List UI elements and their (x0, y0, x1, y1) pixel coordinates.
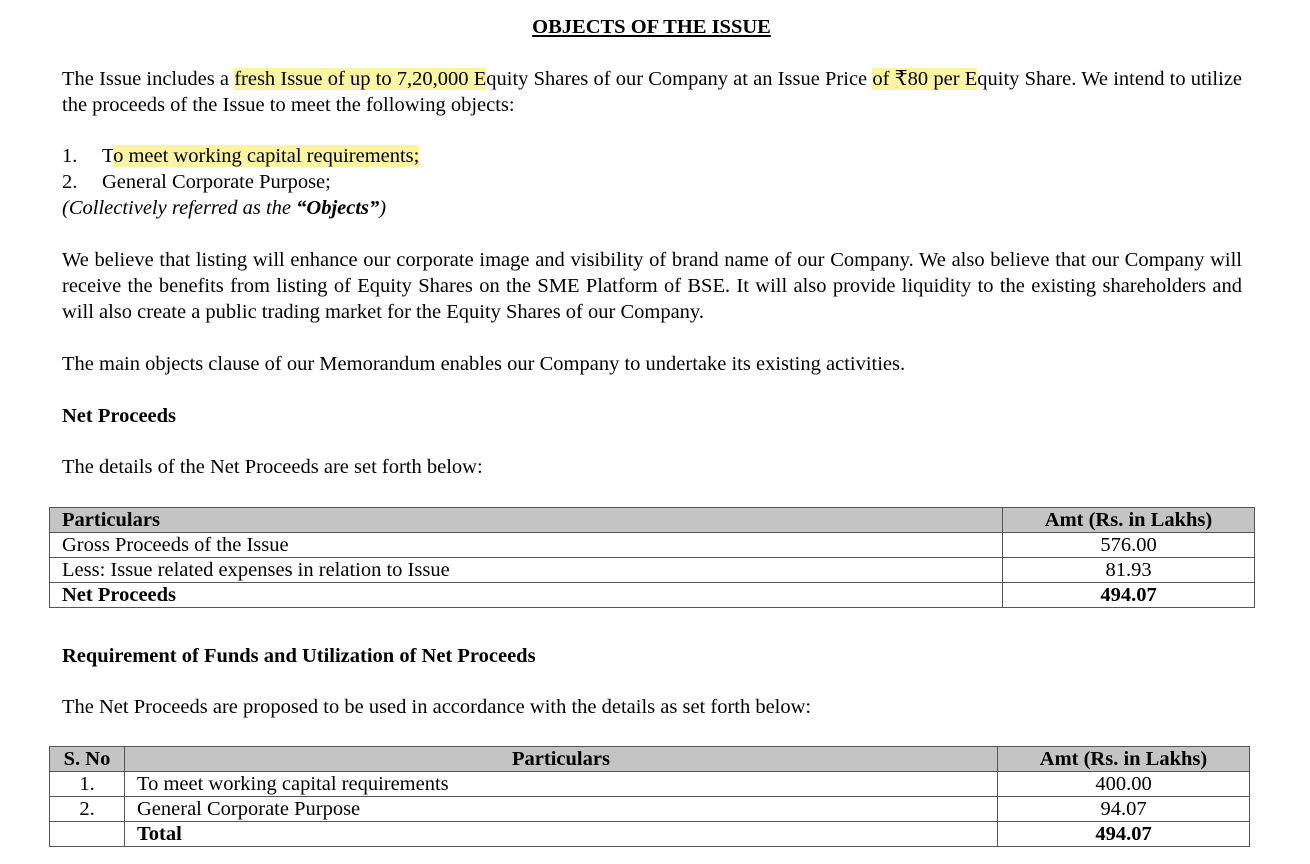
table-header-cell: Particulars (50, 508, 1003, 533)
note-bold-text: “Objects” (296, 197, 380, 219)
intro-text-3: quity Share. We intend to utilize the proceeds of the Issue to meet the following objects: (62, 68, 1243, 116)
list-number: 2. (62, 171, 78, 193)
table-cell: Less: Issue related expenses in relation to Issue (50, 558, 1003, 583)
table-row (50, 772, 1250, 797)
table-row (50, 558, 1255, 583)
table-header-row (50, 508, 1255, 533)
net-proceeds-heading: Net Proceeds (62, 405, 177, 427)
table-cell: 2. (50, 797, 125, 822)
table-row (50, 797, 1250, 822)
memorandum-paragraph: The main objects clause of our Memorandum enables our Company to undertake its existing activities. (62, 353, 906, 375)
table-cell: 94.07 (998, 797, 1250, 822)
table-cell: 1. (50, 772, 125, 797)
table-cell: 494.07 (998, 822, 1250, 847)
objects-note (62, 195, 386, 221)
list-number: 1. (62, 145, 78, 167)
intro-paragraph (62, 66, 1242, 118)
table-header-row (50, 747, 1250, 772)
utilization-intro: The Net Proceeds are proposed to be used in accordance with the details as set forth below: (62, 696, 812, 718)
table-header-cell: S. No (50, 747, 125, 772)
note-text-end: ) (379, 197, 387, 219)
highlight-issue-price: of ₹80 per E (872, 68, 978, 90)
table-row (50, 533, 1255, 558)
net-proceeds-intro: The details of the Net Proceeds are set forth below: (62, 456, 483, 478)
list-text: General Corporate Purpose; (102, 171, 331, 193)
utilization-heading: Requirement of Funds and Utilization of Net Proceeds (62, 645, 536, 667)
table-cell: Net Proceeds (50, 583, 1003, 608)
table-cell: General Corporate Purpose (125, 797, 998, 822)
highlight-fresh-issue: fresh Issue of up to 7,20,000 E (234, 68, 487, 90)
highlight-working-capital: o meet working capital requirements; (113, 145, 420, 167)
table-cell (50, 822, 125, 847)
page-title: OBJECTS OF THE ISSUE (532, 16, 771, 38)
table-cell: 576.00 (1003, 533, 1255, 558)
table-row (50, 822, 1250, 847)
table-row (50, 583, 1255, 608)
objects-list-item (62, 169, 331, 195)
listing-paragraph: We believe that listing will enhance our corporate image and visibility of brand name of our Company. We also believe that our Company will receive the benefits from listing of Equity Shares on the SME Platform of BSE. It will also provide liquidity to the existing shareholders and will also create a public trading market for the Equity Shares of our Company. (62, 249, 1242, 323)
table-cell: 494.07 (1003, 583, 1255, 608)
intro-text-1: The Issue includes a (62, 68, 235, 90)
table-header-cell: Amt (Rs. in Lakhs) (1003, 508, 1255, 533)
table-cell: 81.93 (1003, 558, 1255, 583)
list-text: T (102, 145, 114, 167)
net-proceeds-table (49, 507, 1255, 608)
utilization-table (49, 746, 1250, 847)
objects-list-item (62, 143, 419, 169)
table-header-cell: Particulars (125, 747, 998, 772)
table-header-cell: Amt (Rs. in Lakhs) (998, 747, 1250, 772)
table-cell: 400.00 (998, 772, 1250, 797)
table-cell: Gross Proceeds of the Issue (50, 533, 1003, 558)
intro-text-2: quity Shares of our Company at an Issue Price (486, 68, 873, 90)
note-text: (Collectively referred as the (62, 197, 297, 219)
table-cell: To meet working capital requirements (125, 772, 998, 797)
table-cell: Total (125, 822, 998, 847)
